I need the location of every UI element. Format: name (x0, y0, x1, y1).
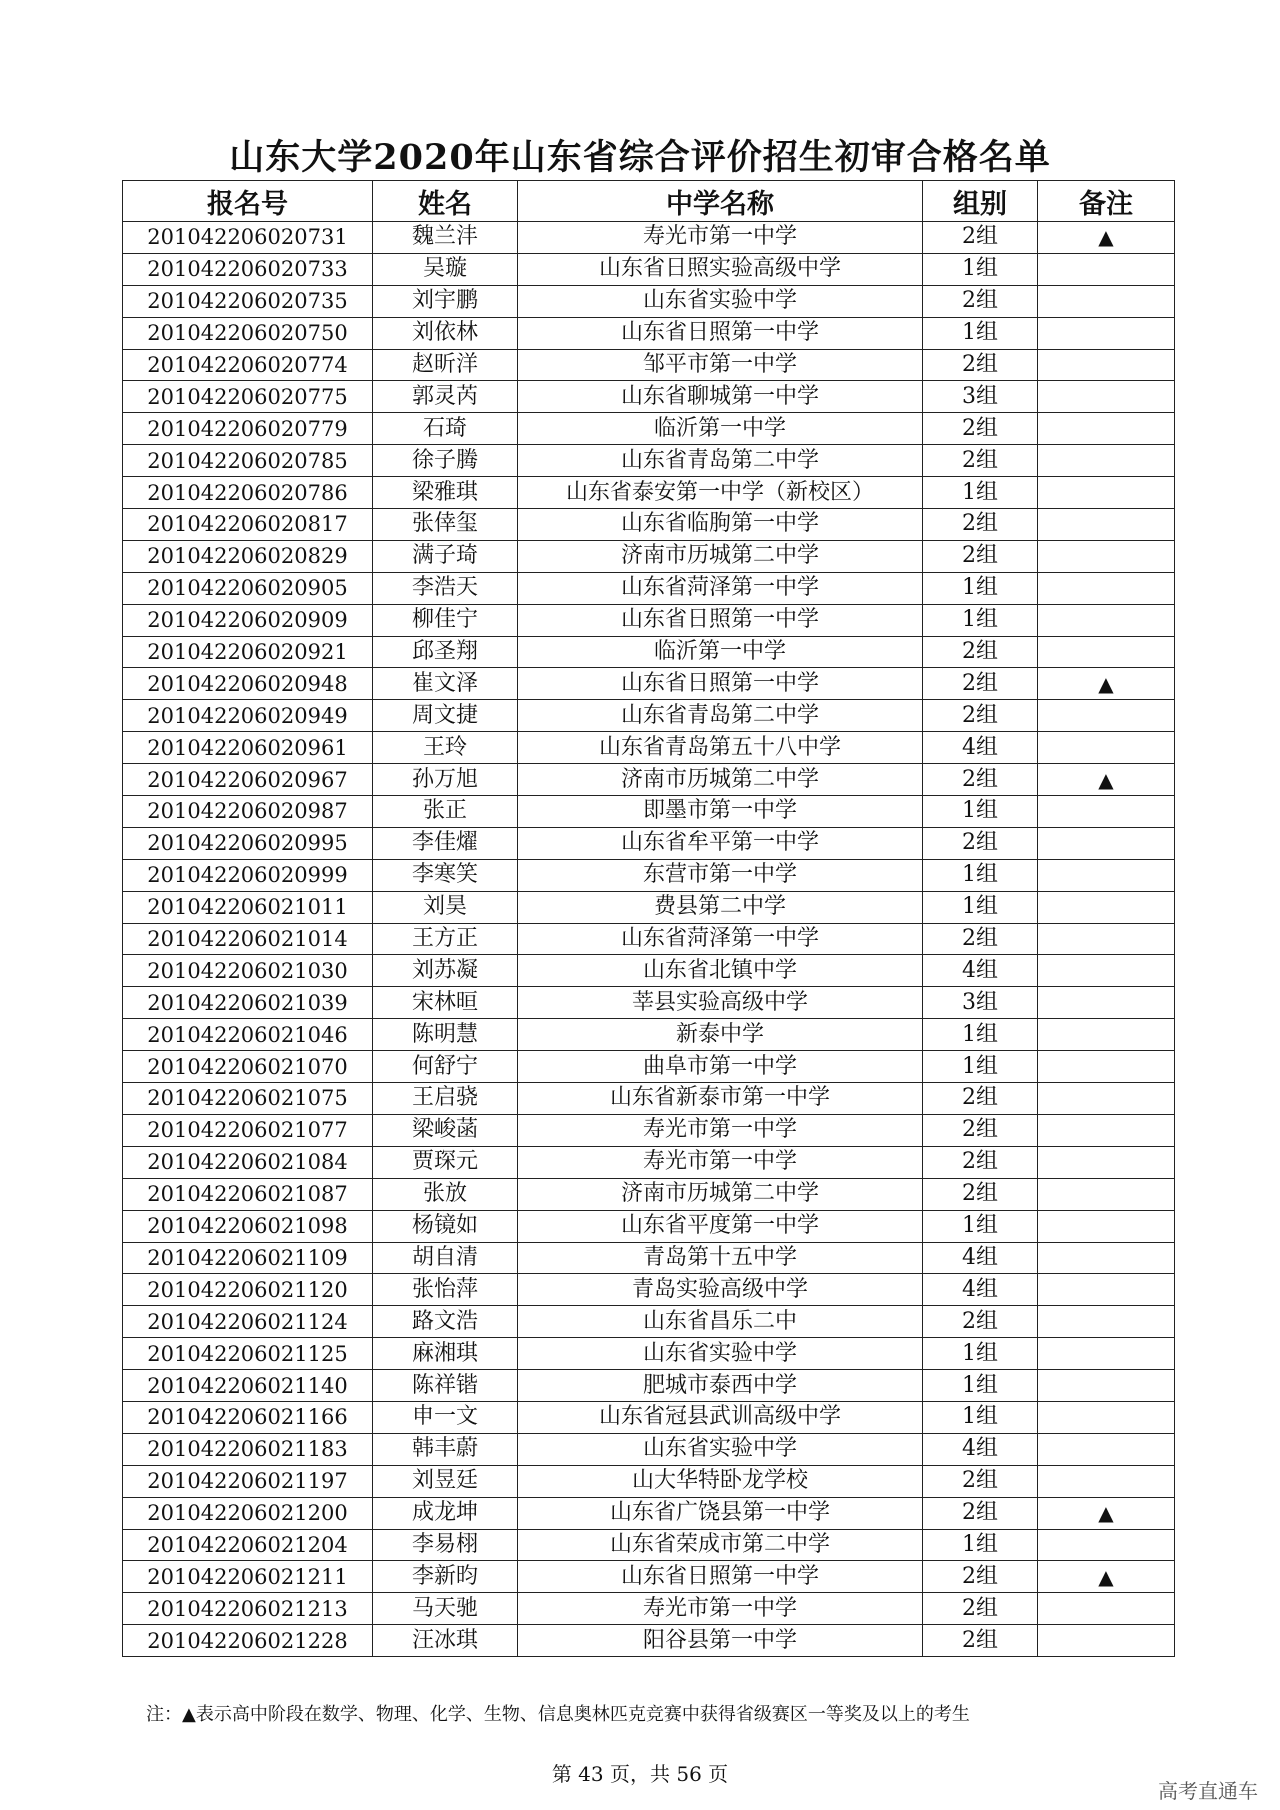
cell-group: 1组 (923, 891, 1038, 923)
cell-school: 济南市历城第二中学 (518, 764, 923, 796)
cell-school: 新泰中学 (518, 1019, 923, 1051)
table-row (123, 604, 1175, 636)
cell-name: 崔文泽 (373, 668, 518, 700)
cell-registration-number: 201042206021098 (123, 1210, 373, 1242)
cell-name: 李新昀 (373, 1561, 518, 1593)
cell-name: 王方正 (373, 923, 518, 955)
table-row (123, 477, 1175, 509)
cell-note (1038, 285, 1175, 317)
cell-note (1038, 1274, 1175, 1306)
cell-registration-number: 201042206020817 (123, 509, 373, 541)
cell-group: 2组 (923, 636, 1038, 668)
cell-note (1038, 859, 1175, 891)
table-row (123, 381, 1175, 413)
cell-name: 张怡萍 (373, 1274, 518, 1306)
cell-name: 刘昊 (373, 891, 518, 923)
cell-name: 李易栩 (373, 1529, 518, 1561)
cell-registration-number: 201042206020995 (123, 827, 373, 859)
cell-group: 2组 (923, 1178, 1038, 1210)
table-row (123, 349, 1175, 381)
cell-registration-number: 201042206021087 (123, 1178, 373, 1210)
cell-registration-number: 201042206020750 (123, 317, 373, 349)
cell-registration-number: 201042206021011 (123, 891, 373, 923)
cell-name: 贾琛元 (373, 1146, 518, 1178)
cell-note (1038, 700, 1175, 732)
cell-registration-number: 201042206021125 (123, 1338, 373, 1370)
page-title: 山东大学2020年山东省综合评价招生初审合格名单 (229, 137, 1051, 178)
cell-registration-number: 201042206021200 (123, 1497, 373, 1529)
table-row (123, 1114, 1175, 1146)
table-row (123, 317, 1175, 349)
cell-group: 2组 (923, 923, 1038, 955)
cell-school: 临沂第一中学 (518, 636, 923, 668)
cell-school: 山东省青岛第二中学 (518, 700, 923, 732)
cell-name: 郭灵芮 (373, 381, 518, 413)
table-row (123, 636, 1175, 668)
cell-name: 梁峻菡 (373, 1114, 518, 1146)
cell-note (1038, 1433, 1175, 1465)
cell-registration-number: 201042206021070 (123, 1051, 373, 1083)
cell-note: ▲ (1038, 1561, 1175, 1593)
cell-name: 韩丰蔚 (373, 1433, 518, 1465)
cell-registration-number: 201042206021039 (123, 987, 373, 1019)
table-header-row (123, 181, 1175, 222)
cell-note (1038, 1401, 1175, 1433)
cell-note (1038, 1529, 1175, 1561)
cell-name: 胡自清 (373, 1242, 518, 1274)
cell-school: 山东省牟平第一中学 (518, 827, 923, 859)
cell-name: 魏兰沣 (373, 222, 518, 254)
cell-group: 2组 (923, 349, 1038, 381)
cell-school: 山东省日照第一中学 (518, 668, 923, 700)
cell-note (1038, 1114, 1175, 1146)
cell-note (1038, 1370, 1175, 1402)
cell-note (1038, 1178, 1175, 1210)
cell-note (1038, 955, 1175, 987)
cell-group: 1组 (923, 253, 1038, 285)
cell-name: 张放 (373, 1178, 518, 1210)
table-row (123, 1433, 1175, 1465)
cell-name: 李浩天 (373, 572, 518, 604)
cell-note (1038, 413, 1175, 445)
cell-note (1038, 732, 1175, 764)
table-row (123, 509, 1175, 541)
cell-note (1038, 572, 1175, 604)
cell-school: 山东省临朐第一中学 (518, 509, 923, 541)
cell-name: 周文捷 (373, 700, 518, 732)
table-row (123, 955, 1175, 987)
cell-school: 寿光市第一中学 (518, 1114, 923, 1146)
cell-name: 邱圣翔 (373, 636, 518, 668)
cell-name: 李寒笑 (373, 859, 518, 891)
cell-note (1038, 1051, 1175, 1083)
cell-group: 1组 (923, 1019, 1038, 1051)
cell-school: 山东省菏泽第一中学 (518, 923, 923, 955)
cell-group: 2组 (923, 540, 1038, 572)
cell-registration-number: 201042206020779 (123, 413, 373, 445)
cell-name: 刘宇鹏 (373, 285, 518, 317)
cell-note (1038, 381, 1175, 413)
cell-registration-number: 201042206020961 (123, 732, 373, 764)
cell-school: 山东省北镇中学 (518, 955, 923, 987)
cell-group: 2组 (923, 445, 1038, 477)
cell-name: 杨镜如 (373, 1210, 518, 1242)
table-row (123, 540, 1175, 572)
cell-group: 2组 (923, 764, 1038, 796)
cell-school: 山东省日照实验高级中学 (518, 253, 923, 285)
candidate-table (122, 180, 1175, 1657)
cell-registration-number: 201042206021124 (123, 1306, 373, 1338)
cell-name: 柳佳宁 (373, 604, 518, 636)
table-row (123, 1083, 1175, 1115)
cell-name: 刘昱廷 (373, 1465, 518, 1497)
cell-school: 山大华特卧龙学校 (518, 1465, 923, 1497)
cell-school: 济南市历城第二中学 (518, 540, 923, 572)
cell-group: 1组 (923, 477, 1038, 509)
cell-note (1038, 509, 1175, 541)
cell-name: 王玲 (373, 732, 518, 764)
table-row (123, 1401, 1175, 1433)
cell-group: 2组 (923, 1465, 1038, 1497)
cell-name: 宋林晅 (373, 987, 518, 1019)
cell-registration-number: 201042206020775 (123, 381, 373, 413)
table-row (123, 1274, 1175, 1306)
cell-school: 费县第二中学 (518, 891, 923, 923)
cell-registration-number: 201042206021046 (123, 1019, 373, 1051)
table-row (123, 827, 1175, 859)
cell-registration-number: 201042206020733 (123, 253, 373, 285)
cell-name: 刘苏凝 (373, 955, 518, 987)
cell-group: 1组 (923, 317, 1038, 349)
cell-name: 何舒宁 (373, 1051, 518, 1083)
cell-registration-number: 201042206021030 (123, 955, 373, 987)
table-row (123, 253, 1175, 285)
cell-registration-number: 201042206021077 (123, 1114, 373, 1146)
cell-school: 济南市历城第二中学 (518, 1178, 923, 1210)
cell-group: 2组 (923, 668, 1038, 700)
cell-registration-number: 201042206020987 (123, 796, 373, 828)
table-row (123, 1242, 1175, 1274)
page-number: 第 43 页，共 56 页 (551, 1762, 729, 1786)
cell-school: 山东省新泰市第一中学 (518, 1083, 923, 1115)
cell-note (1038, 1146, 1175, 1178)
table-row (123, 1529, 1175, 1561)
cell-group: 1组 (923, 1210, 1038, 1242)
cell-registration-number: 201042206020967 (123, 764, 373, 796)
cell-registration-number: 201042206020909 (123, 604, 373, 636)
cell-school: 阳谷县第一中学 (518, 1625, 923, 1657)
table-row (123, 1497, 1175, 1529)
table-row (123, 1625, 1175, 1657)
table-row (123, 732, 1175, 764)
cell-school: 寿光市第一中学 (518, 222, 923, 254)
cell-registration-number: 201042206020921 (123, 636, 373, 668)
table-row (123, 285, 1175, 317)
cell-group: 1组 (923, 1370, 1038, 1402)
cell-group: 3组 (923, 381, 1038, 413)
table-row (123, 1019, 1175, 1051)
cell-school: 东营市第一中学 (518, 859, 923, 891)
cell-group: 2组 (923, 1306, 1038, 1338)
cell-note (1038, 1338, 1175, 1370)
header-group: 组别 (923, 181, 1038, 222)
cell-registration-number: 201042206021166 (123, 1401, 373, 1433)
cell-name: 麻湘琪 (373, 1338, 518, 1370)
cell-school: 临沂第一中学 (518, 413, 923, 445)
cell-school: 山东省菏泽第一中学 (518, 572, 923, 604)
cell-group: 1组 (923, 1051, 1038, 1083)
cell-group: 2组 (923, 413, 1038, 445)
cell-note (1038, 1210, 1175, 1242)
cell-registration-number: 201042206020999 (123, 859, 373, 891)
table-row (123, 1178, 1175, 1210)
cell-note: ▲ (1038, 222, 1175, 254)
footnote: 注：▲表示高中阶段在数学、物理、化学、生物、信息奥林匹克竞赛中获得省级赛区一等奖及以上的考生 (146, 1704, 970, 1725)
table-row (123, 987, 1175, 1019)
header-name: 姓名 (373, 181, 518, 222)
cell-name: 成龙坤 (373, 1497, 518, 1529)
cell-school: 山东省广饶县第一中学 (518, 1497, 923, 1529)
cell-group: 2组 (923, 222, 1038, 254)
cell-group: 2组 (923, 1114, 1038, 1146)
cell-note (1038, 827, 1175, 859)
cell-group: 4组 (923, 1274, 1038, 1306)
cell-registration-number: 201042206021140 (123, 1370, 373, 1402)
cell-name: 陈祥锴 (373, 1370, 518, 1402)
table-row (123, 1210, 1175, 1242)
cell-group: 2组 (923, 285, 1038, 317)
table-row (123, 222, 1175, 254)
cell-note (1038, 1083, 1175, 1115)
cell-group: 1组 (923, 1529, 1038, 1561)
cell-note (1038, 1593, 1175, 1625)
cell-note: ▲ (1038, 764, 1175, 796)
cell-school: 山东省日照第一中学 (518, 1561, 923, 1593)
cell-name: 汪冰琪 (373, 1625, 518, 1657)
cell-school: 即墨市第一中学 (518, 796, 923, 828)
header-registration-number: 报名号 (123, 181, 373, 222)
cell-name: 刘依林 (373, 317, 518, 349)
cell-group: 2组 (923, 1593, 1038, 1625)
cell-note (1038, 987, 1175, 1019)
cell-registration-number: 201042206020735 (123, 285, 373, 317)
cell-registration-number: 201042206021183 (123, 1433, 373, 1465)
cell-group: 1组 (923, 572, 1038, 604)
cell-group: 2组 (923, 1146, 1038, 1178)
cell-note (1038, 445, 1175, 477)
cell-school: 莘县实验高级中学 (518, 987, 923, 1019)
cell-name: 吴璇 (373, 253, 518, 285)
cell-note (1038, 317, 1175, 349)
cell-registration-number: 201042206020786 (123, 477, 373, 509)
cell-registration-number: 201042206020785 (123, 445, 373, 477)
cell-note (1038, 540, 1175, 572)
cell-group: 2组 (923, 1625, 1038, 1657)
cell-name: 李佳燿 (373, 827, 518, 859)
cell-registration-number: 201042206021084 (123, 1146, 373, 1178)
cell-name: 张正 (373, 796, 518, 828)
cell-school: 曲阜市第一中学 (518, 1051, 923, 1083)
cell-name: 赵昕洋 (373, 349, 518, 381)
cell-note (1038, 1019, 1175, 1051)
cell-registration-number: 201042206021075 (123, 1083, 373, 1115)
cell-note: ▲ (1038, 668, 1175, 700)
cell-note (1038, 796, 1175, 828)
cell-school: 山东省冠县武训高级中学 (518, 1401, 923, 1433)
cell-school: 山东省实验中学 (518, 1433, 923, 1465)
cell-school: 山东省青岛第五十八中学 (518, 732, 923, 764)
table-row (123, 764, 1175, 796)
table-row (123, 1370, 1175, 1402)
cell-school: 山东省实验中学 (518, 285, 923, 317)
cell-registration-number: 201042206021197 (123, 1465, 373, 1497)
cell-group: 1组 (923, 1401, 1038, 1433)
header-school: 中学名称 (518, 181, 923, 222)
cell-note (1038, 349, 1175, 381)
cell-group: 2组 (923, 1497, 1038, 1529)
cell-registration-number: 201042206020829 (123, 540, 373, 572)
cell-registration-number: 201042206020774 (123, 349, 373, 381)
cell-registration-number: 201042206021120 (123, 1274, 373, 1306)
cell-school: 山东省聊城第一中学 (518, 381, 923, 413)
cell-name: 申一文 (373, 1401, 518, 1433)
cell-registration-number: 201042206020949 (123, 700, 373, 732)
cell-registration-number: 201042206020905 (123, 572, 373, 604)
cell-name: 陈明慧 (373, 1019, 518, 1051)
cell-group: 2组 (923, 827, 1038, 859)
cell-school: 山东省平度第一中学 (518, 1210, 923, 1242)
cell-registration-number: 201042206021204 (123, 1529, 373, 1561)
table-row (123, 700, 1175, 732)
table-row (123, 445, 1175, 477)
cell-name: 马天驰 (373, 1593, 518, 1625)
cell-school: 山东省昌乐二中 (518, 1306, 923, 1338)
table-row (123, 923, 1175, 955)
cell-school: 山东省青岛第二中学 (518, 445, 923, 477)
cell-group: 2组 (923, 1083, 1038, 1115)
cell-registration-number: 201042206021213 (123, 1593, 373, 1625)
watermark: 高考直通车 (1158, 1779, 1258, 1803)
cell-school: 山东省泰安第一中学（新校区） (518, 477, 923, 509)
cell-note (1038, 477, 1175, 509)
cell-group: 1组 (923, 1338, 1038, 1370)
cell-name: 张倖玺 (373, 509, 518, 541)
table-body (123, 222, 1175, 1657)
cell-note (1038, 253, 1175, 285)
header-note: 备注 (1038, 181, 1175, 222)
table-row (123, 1465, 1175, 1497)
cell-note (1038, 1465, 1175, 1497)
cell-school: 山东省荣成市第二中学 (518, 1529, 923, 1561)
cell-name: 徐子腾 (373, 445, 518, 477)
cell-name: 王启骁 (373, 1083, 518, 1115)
cell-school: 邹平市第一中学 (518, 349, 923, 381)
cell-name: 路文浩 (373, 1306, 518, 1338)
cell-group: 2组 (923, 700, 1038, 732)
cell-name: 满子琦 (373, 540, 518, 572)
cell-note (1038, 1625, 1175, 1657)
cell-note (1038, 923, 1175, 955)
cell-school: 寿光市第一中学 (518, 1146, 923, 1178)
table-row (123, 1306, 1175, 1338)
cell-group: 4组 (923, 732, 1038, 764)
cell-school: 山东省日照第一中学 (518, 604, 923, 636)
cell-registration-number: 201042206020731 (123, 222, 373, 254)
cell-note: ▲ (1038, 1497, 1175, 1529)
cell-group: 2组 (923, 509, 1038, 541)
table-row (123, 572, 1175, 604)
cell-group: 3组 (923, 987, 1038, 1019)
cell-school: 青岛第十五中学 (518, 1242, 923, 1274)
cell-school: 山东省日照第一中学 (518, 317, 923, 349)
table-row (123, 1146, 1175, 1178)
table-row (123, 1593, 1175, 1625)
table-row (123, 413, 1175, 445)
cell-note (1038, 1306, 1175, 1338)
cell-note (1038, 604, 1175, 636)
cell-registration-number: 201042206021211 (123, 1561, 373, 1593)
cell-note (1038, 636, 1175, 668)
cell-school: 寿光市第一中学 (518, 1593, 923, 1625)
table-row (123, 1561, 1175, 1593)
cell-note (1038, 891, 1175, 923)
cell-name: 孙万旭 (373, 764, 518, 796)
cell-group: 4组 (923, 1433, 1038, 1465)
cell-group: 1组 (923, 859, 1038, 891)
cell-registration-number: 201042206021014 (123, 923, 373, 955)
cell-group: 1组 (923, 796, 1038, 828)
table-row (123, 668, 1175, 700)
cell-school: 山东省实验中学 (518, 1338, 923, 1370)
cell-school: 青岛实验高级中学 (518, 1274, 923, 1306)
table-row (123, 1338, 1175, 1370)
table-row (123, 891, 1175, 923)
table-row (123, 859, 1175, 891)
cell-group: 2组 (923, 1561, 1038, 1593)
cell-group: 4组 (923, 1242, 1038, 1274)
cell-name: 石琦 (373, 413, 518, 445)
cell-note (1038, 1242, 1175, 1274)
table-row (123, 1051, 1175, 1083)
cell-registration-number: 201042206020948 (123, 668, 373, 700)
cell-name: 梁雅琪 (373, 477, 518, 509)
cell-school: 肥城市泰西中学 (518, 1370, 923, 1402)
cell-group: 1组 (923, 604, 1038, 636)
cell-group: 4组 (923, 955, 1038, 987)
cell-registration-number: 201042206021109 (123, 1242, 373, 1274)
cell-registration-number: 201042206021228 (123, 1625, 373, 1657)
table-row (123, 796, 1175, 828)
